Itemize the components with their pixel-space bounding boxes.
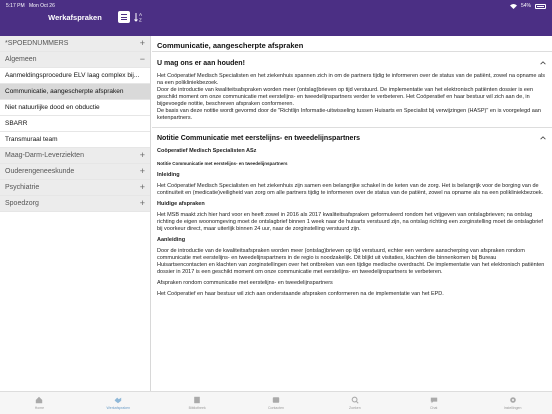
sidebar-row-label: Aanmeldingsprocedure ELV laag complex bij... <box>5 72 140 79</box>
subheading-aanleiding: Aanleiding <box>157 237 186 243</box>
tab-werkafspraken[interactable] <box>79 392 158 414</box>
tab-home[interactable] <box>0 392 79 414</box>
contacts-icon <box>272 396 280 404</box>
paragraph: Door de introductie van de kwaliteitsafspraken worden meer (ontslag)brieven op tijd verstuurd, echter een verdere aanscherping van afspraken rondom communicatie met eerstelijns- en tweedelijnspartners in de regio is noodzakelijk. Dit blijkt uit visitaties, klachten die binnenkomen bij Bureau Huisartsencontacten en klachten van zorginstellingen over het ontbreken van een tijdige medische overdracht. De implementatie van het elektronisch patiënten dossier in 2017 is een geschikt moment om onze communicatie met eerstelijns- en tweedelijnspartners te verbeteren. <box>157 248 545 275</box>
tab-label: Contacten <box>268 406 284 410</box>
paragraph: Het Coöperatief Medisch Specialisten en het ziekenhuis spannen zich in om de partners tijdig te informeren over de status van de patiënt, zowel na opname als na een polikliniekbezoek. <box>157 73 545 86</box>
sidebar-item[interactable] <box>0 116 150 132</box>
tab-label: Bibliotheek <box>188 406 206 410</box>
tab-label: Chat <box>430 406 438 410</box>
sidebar-row-label: Communicatie, aangescherpte afspraken <box>5 88 124 95</box>
sort-icon <box>134 11 146 23</box>
sidebar-section[interactable] <box>0 52 150 68</box>
expand-icon: + <box>139 166 145 176</box>
paragraph: Het MSB maakt zich hier hard voor en heeft zowel in 2016 als 2017 kwaliteitsafspraken geformuleerd rondom het vrijgeven van ontslagbrieven; na ontslag richting de eigen woonomgeving moet de ontslagbrief binnen 1 week naar de huisarts verstuurd zijn, na ontslag richting een zorginstelling moet de ontslagbrief bij voorkeur direct, maar uiterlijk binnen 24 uur, naar de zorginstelling verstuurd zijn. <box>157 212 543 232</box>
tab-label: Werkafspraken <box>106 406 131 410</box>
content-pane <box>152 36 552 391</box>
tab-bibliotheek[interactable] <box>158 392 237 414</box>
tab-instellingen[interactable] <box>473 392 552 414</box>
doc-subtitle: Notitie Communicatie met eerstelijns- en tweedelijnspartners <box>157 161 288 166</box>
handshake-icon <box>114 396 122 404</box>
tab-zoeken[interactable] <box>315 392 394 414</box>
expand-icon: + <box>139 38 145 48</box>
sidebar-row-label: Maag-Darm-Leverziekten <box>5 152 84 159</box>
org-name: Coöperatief Medisch Specialisten ASz <box>157 148 257 154</box>
sidebar-row-label: *SPOEDNUMMERS <box>5 40 69 47</box>
paragraph: Afspraken rondom communicatie met eerstelijns- en tweedelijnspartners <box>157 280 333 286</box>
sidebar-item[interactable] <box>0 68 150 84</box>
svg-text:Z: Z <box>139 17 142 23</box>
sidebar-item[interactable] <box>0 100 150 116</box>
paragraph: Het Coöperatief en haar bestuur wil zich aan onderstaande afspraken conformeren na de implementatie van het EPD. <box>157 291 444 297</box>
section-header-notitie[interactable] <box>152 131 552 145</box>
sidebar-section[interactable] <box>0 36 150 52</box>
subheading-inleiding: Inleiding <box>157 172 180 178</box>
subheading-huidige: Huidige afspraken <box>157 201 205 207</box>
list-view-button[interactable] <box>118 11 130 23</box>
gear-icon <box>509 396 517 404</box>
top-bar <box>0 0 552 36</box>
section-header-u-mag[interactable] <box>152 56 552 70</box>
expand-icon: + <box>139 150 145 160</box>
battery-percent: 54% <box>520 3 531 9</box>
content-header <box>152 36 552 52</box>
sidebar-row-label: Transmuraal team <box>5 136 58 143</box>
tab-chat[interactable] <box>394 392 473 414</box>
house-icon <box>35 396 43 404</box>
sidebar-row-label: Algemeen <box>5 56 37 63</box>
book-icon <box>193 396 201 404</box>
tab-label: Home <box>34 406 45 410</box>
sidebar-section[interactable] <box>0 164 150 180</box>
section-heading: U mag ons er aan houden! <box>157 59 245 67</box>
header-title: Werkafspraken <box>48 13 102 22</box>
chevron-up-icon <box>540 135 546 141</box>
tab-label: Zoeken <box>349 406 361 410</box>
battery-icon <box>535 4 546 9</box>
collapse-icon: − <box>139 54 145 64</box>
sidebar-section[interactable] <box>0 148 150 164</box>
wifi-icon <box>510 4 517 9</box>
sidebar-section[interactable] <box>0 196 150 212</box>
status-right <box>510 1 546 11</box>
sidebar-row-label: Spoedzorg <box>5 200 39 207</box>
status-time: 5:17 PM <box>6 3 25 9</box>
sort-az-button[interactable] <box>134 11 146 23</box>
chevron-up-icon <box>540 60 546 66</box>
sidebar-row-label: Ouderengeneeskunde <box>5 168 75 175</box>
sidebar-item[interactable] <box>0 132 150 148</box>
sidebar-item[interactable] <box>0 84 150 100</box>
paragraph: Het Coöperatief Medisch Specialisten en het ziekenhuis zijn samen een belangrijke schakel in de keten van de zorg. Het is belangrijk voor de borging van de continuïteit en (medicatie)veiligheid van zorg om alle partners tijdig te informeren over de status van de patiënt, zowel na opname als na een polikliniekbezoek. <box>157 183 544 196</box>
expand-icon: + <box>139 182 145 192</box>
sidebar-section[interactable] <box>0 180 150 196</box>
sidebar-row-label: Psychiatrie <box>5 184 40 191</box>
search-icon <box>351 396 359 404</box>
page-title: Communicatie, aangescherpte afspraken <box>157 41 304 50</box>
sidebar-row-label: SBARR <box>5 120 28 127</box>
list-line <box>121 14 127 15</box>
list-line <box>121 19 127 20</box>
section-heading: Notitie Communicatie met eerstelijns- en tweedelijnspartners <box>157 134 361 142</box>
expand-icon: + <box>139 198 145 208</box>
list-line <box>121 17 127 18</box>
status-date: Mon Oct 26 <box>29 3 55 9</box>
chat-icon <box>430 396 438 404</box>
status-time-date <box>6 1 55 11</box>
paragraph: De basis van deze notitie wordt gevormd door de "Richtlijn Informatie-uitwisseling tussen Huisarts en Specialist bij verwijzingen (HASP)" en is voorgelegd aan ketenpartners. <box>157 108 541 121</box>
tab-contacten[interactable] <box>237 392 316 414</box>
tab-bar <box>0 391 552 414</box>
paragraph: Door de introductie van kwaliteitsafspraken worden meer (ontslag)brieven op tijd verstuurd. De implementatie van het elektronisch patiënten dossier is een geschikt moment om onze communicatie met eerstelijns- en tweedelijnspartners verder te verbeteren. Het Coöperatief en haar bestuur wil zich aan de, in bijgevoegde notitie, beschreven afspraken conformeren. <box>157 87 534 107</box>
sidebar-row-label: Niet natuurlijke dood en obductie <box>5 104 100 111</box>
svg-text:A: A <box>139 12 143 17</box>
tab-label: Instellingen <box>503 406 522 410</box>
sidebar <box>0 36 151 391</box>
